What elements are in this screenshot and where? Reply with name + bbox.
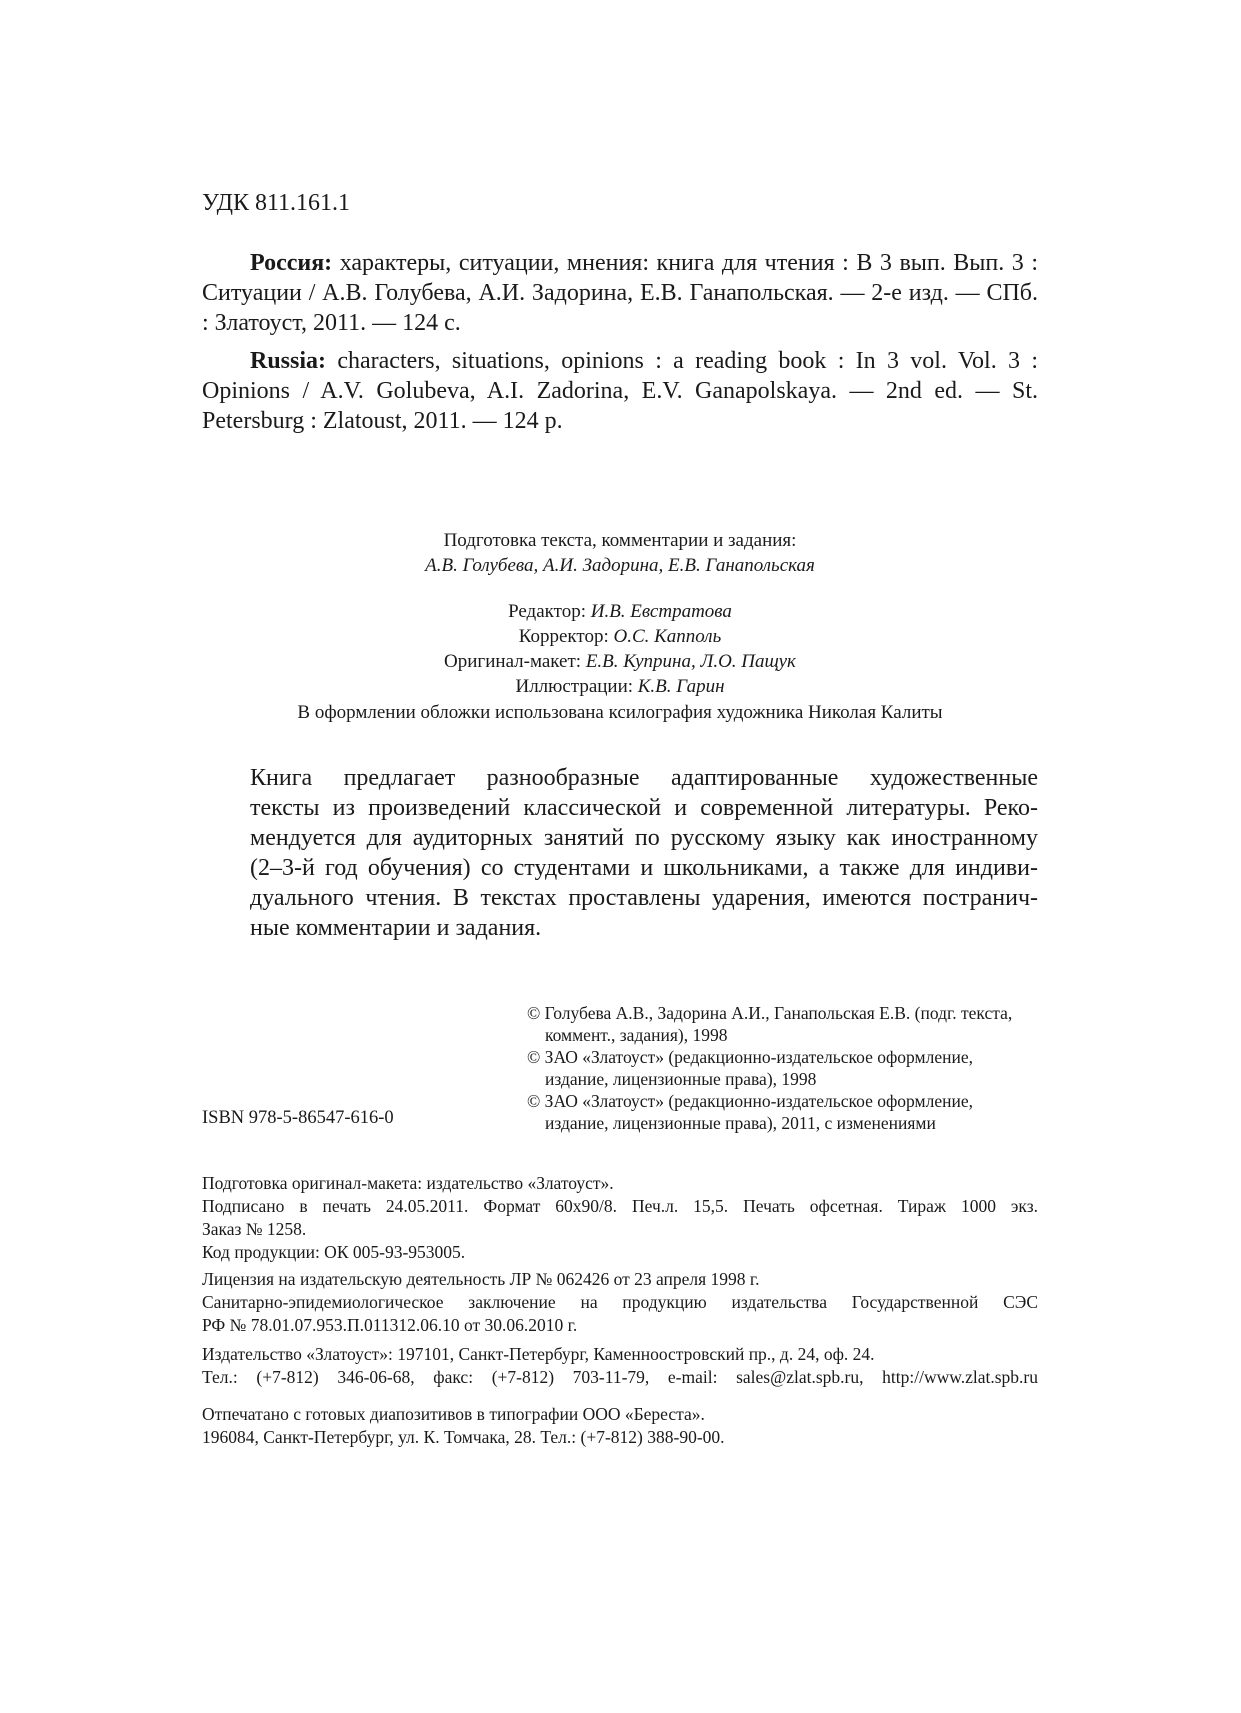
- preparation-authors: А.В. Голубева, А.И. Задорина, Е.В. Ганапольская: [425, 555, 815, 576]
- bibliographic-record-en: [202, 346, 1038, 436]
- bibliographic-details-ru: характеры, ситуации, мнения: книга для чтения : В 3 вып. Вып. 3 : Ситуации / А.В. Голубева, А.И. Задорина, Е.В. Ганапольская. — 2-е изд. — СПб. : Златоуст, 2011. — 124 с.: [202, 250, 1038, 336]
- publisher-address: Издательство «Златоуст»: 197101, Санкт-Петербург, Каменноостровский пр., д. 24, оф. 24.: [202, 1344, 875, 1364]
- book-annotation: [202, 763, 1038, 943]
- imprint-sanitary-1: Санитарно-эпидемиологическое заключение на продукцию издательства Государственной СЭС: [202, 1292, 1038, 1312]
- illustrator-name: К.В. Гарин: [637, 676, 725, 697]
- annotation-line: (2–3-й год обучения) со студентами и школьниками, а также для индиви-: [250, 855, 1038, 881]
- imprint-publisher: [202, 1343, 1038, 1389]
- layout-line: [370, 649, 870, 674]
- isbn: ISBN 978-5-86547-616-0: [202, 1108, 394, 1128]
- editor-label: Редактор:: [508, 601, 591, 622]
- credits-preparation: [370, 528, 870, 578]
- imprint-layout-prep: Подготовка оригинал-макета: издательство «Златоуст».: [202, 1173, 614, 1193]
- editor-name: И.В. Евстратова: [590, 601, 732, 622]
- annotation-line: тексты из произведений классической и современной литературы. Реко-: [250, 795, 1038, 821]
- copyright-publisher-2011: © ЗАО «Златоуст» (редакционно-издательское оформление, издание, лицензионные права), 2011, с изменениями: [527, 1091, 973, 1133]
- imprint-license: Лицензия на издательскую деятельность ЛР № 062426 от 23 апреля 1998 г.: [202, 1269, 760, 1289]
- corrector-name: О.С. Капполь: [613, 626, 722, 647]
- credits-staff: [370, 599, 870, 699]
- printer-line-1: Отпечатано с готовых диапозитивов в типографии ООО «Береста».: [202, 1404, 705, 1424]
- copyright-authors: © Голубева А.В., Задорина А.И., Ганапольская Е.В. (подг. текста, коммент., задания), 1998: [527, 1003, 1013, 1045]
- publisher-contacts: Тел.: (+7-812) 346-06-68, факс: (+7-812) 703-11-79, e-mail: sales@zlat.spb.ru, http://www.zlat.spb.ru: [202, 1367, 1038, 1387]
- bibliographic-record-ru: [202, 248, 1038, 338]
- annotation-line: ные комментарии и задания.: [250, 915, 542, 941]
- editor-line: [370, 599, 870, 624]
- annotation-line: дуального чтения. В текстах проставлены ударения, имеются постранич-: [250, 885, 1038, 911]
- printer-line-2: 196084, Санкт-Петербург, ул. К. Томчака, 28. Тел.: (+7-812) 388-90-00.: [202, 1427, 725, 1447]
- imprint-sanitary-2: РФ № 78.01.07.953.П.011312.06.10 от 30.06.2010 г.: [202, 1315, 578, 1335]
- annotation-line: мендуется для аудиторных занятий по русскому языку как иностранному: [250, 825, 1038, 851]
- layout-names: Е.В. Куприна, Л.О. Пащук: [585, 651, 796, 672]
- copyright-block: [527, 1002, 1039, 1134]
- imprint-signed: Подписано в печать 24.05.2011. Формат 60x90/8. Печ.л. 15,5. Печать офсетная. Тираж 1000 экз.: [202, 1196, 1038, 1216]
- layout-label: Оригинал-макет:: [444, 651, 586, 672]
- cover-credit: В оформлении обложки использована ксилография художника Николая Калиты: [297, 702, 943, 723]
- udk-code: УДК 811.161.1: [202, 190, 351, 216]
- illustrations-line: [370, 674, 870, 699]
- illustrations-label: Иллюстрации:: [515, 676, 638, 697]
- imprint-print-details: [202, 1172, 1038, 1264]
- imprint-order: Заказ № 1258.: [202, 1219, 307, 1239]
- book-title-ru: Россия:: [250, 250, 333, 276]
- book-title-en: Russia:: [250, 348, 327, 374]
- imprint-product-code: Код продукции: ОК 005-93-953005.: [202, 1242, 466, 1262]
- imprint-printer: [202, 1403, 1038, 1449]
- imprint-licenses: [202, 1268, 1038, 1337]
- corrector-label: Корректор:: [518, 626, 614, 647]
- annotation-line: Книга предлагает разнообразные адаптированные художественные: [250, 765, 1038, 791]
- corrector-line: [370, 624, 870, 649]
- bibliographic-details-en: characters, situations, opinions : a reading book : In 3 vol. Vol. 3 : Opinions / A.V. Golubeva, A.I. Zadorina, E.V. Ganapolskaya. — 2nd ed. — St. Petersburg : Zlatoust, 2011. — 124 p.: [202, 348, 1038, 434]
- copyright-publisher-1998: © ЗАО «Златоуст» (редакционно-издательское оформление, издание, лицензионные права), 1998: [527, 1047, 973, 1089]
- preparation-label: Подготовка текста, комментарии и задания:: [443, 530, 797, 551]
